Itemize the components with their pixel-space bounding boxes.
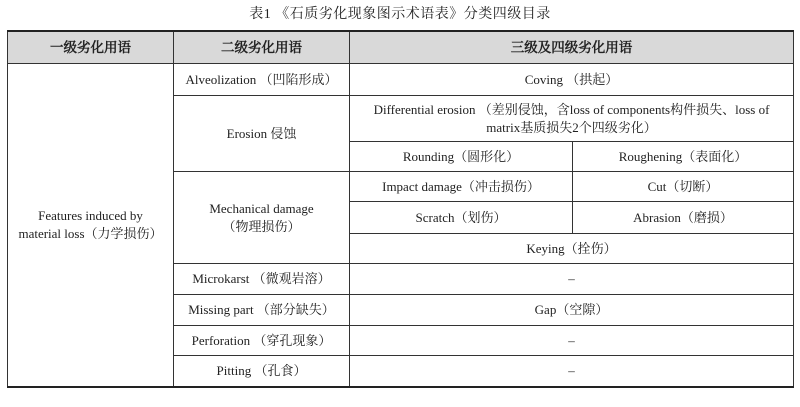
- mechanical-line2: （物理损伤）: [222, 218, 301, 234]
- sub-perforation: –: [350, 326, 794, 356]
- term-perforation: Perforation （穿孔现象）: [174, 326, 350, 356]
- sub-microkarst: –: [350, 264, 794, 295]
- differential-line1: Differential erosion （差别侵蚀，含loss of components构件损失、loss of: [373, 101, 770, 117]
- terminology-table: [7, 30, 794, 388]
- sub-impact-damage: Impact damage（冲击损伤）: [350, 172, 573, 202]
- table-row: [8, 64, 794, 96]
- sub-scratch: Scratch（划伤）: [350, 202, 573, 234]
- term-mechanical-damage: [174, 172, 350, 264]
- table-caption: 表1 《石质劣化现象图示术语表》分类四级目录: [249, 7, 551, 22]
- sub-rounding: Rounding（圆形化）: [350, 142, 573, 172]
- level1-line2: material loss（力学损伤）: [18, 225, 163, 241]
- sub-keying: Keying（拴伤）: [350, 234, 794, 264]
- term-erosion: Erosion 侵蚀: [174, 96, 350, 172]
- level1-cell: [8, 64, 174, 387]
- term-pitting: Pitting （孔食）: [174, 356, 350, 387]
- header-level34: 三级及四级劣化用语: [350, 31, 794, 64]
- term-microkarst: Microkarst （微观岩溶）: [174, 264, 350, 295]
- sub-roughening: Roughening（表面化）: [573, 142, 794, 172]
- level1-line1: Features induced by: [38, 207, 143, 223]
- sub-cut: Cut（切断）: [573, 172, 794, 202]
- header-level1: 一级劣化用语: [8, 31, 174, 64]
- header-row: [8, 31, 794, 64]
- header-level2: 二级劣化用语: [174, 31, 350, 64]
- sub-coving: Coving （拱起）: [350, 64, 794, 96]
- sub-differential-erosion: [350, 96, 794, 142]
- sub-abrasion: Abrasion（磨损）: [573, 202, 794, 234]
- sub-pitting: –: [350, 356, 794, 387]
- term-missing-part: Missing part （部分缺失）: [174, 295, 350, 326]
- sub-gap: Gap（空隙）: [350, 295, 794, 326]
- differential-line2: matrix基质损失2个四级劣化）: [486, 119, 657, 135]
- term-alveolization: Alveolization （凹陷形成）: [174, 64, 350, 96]
- mechanical-line1: Mechanical damage: [209, 200, 314, 216]
